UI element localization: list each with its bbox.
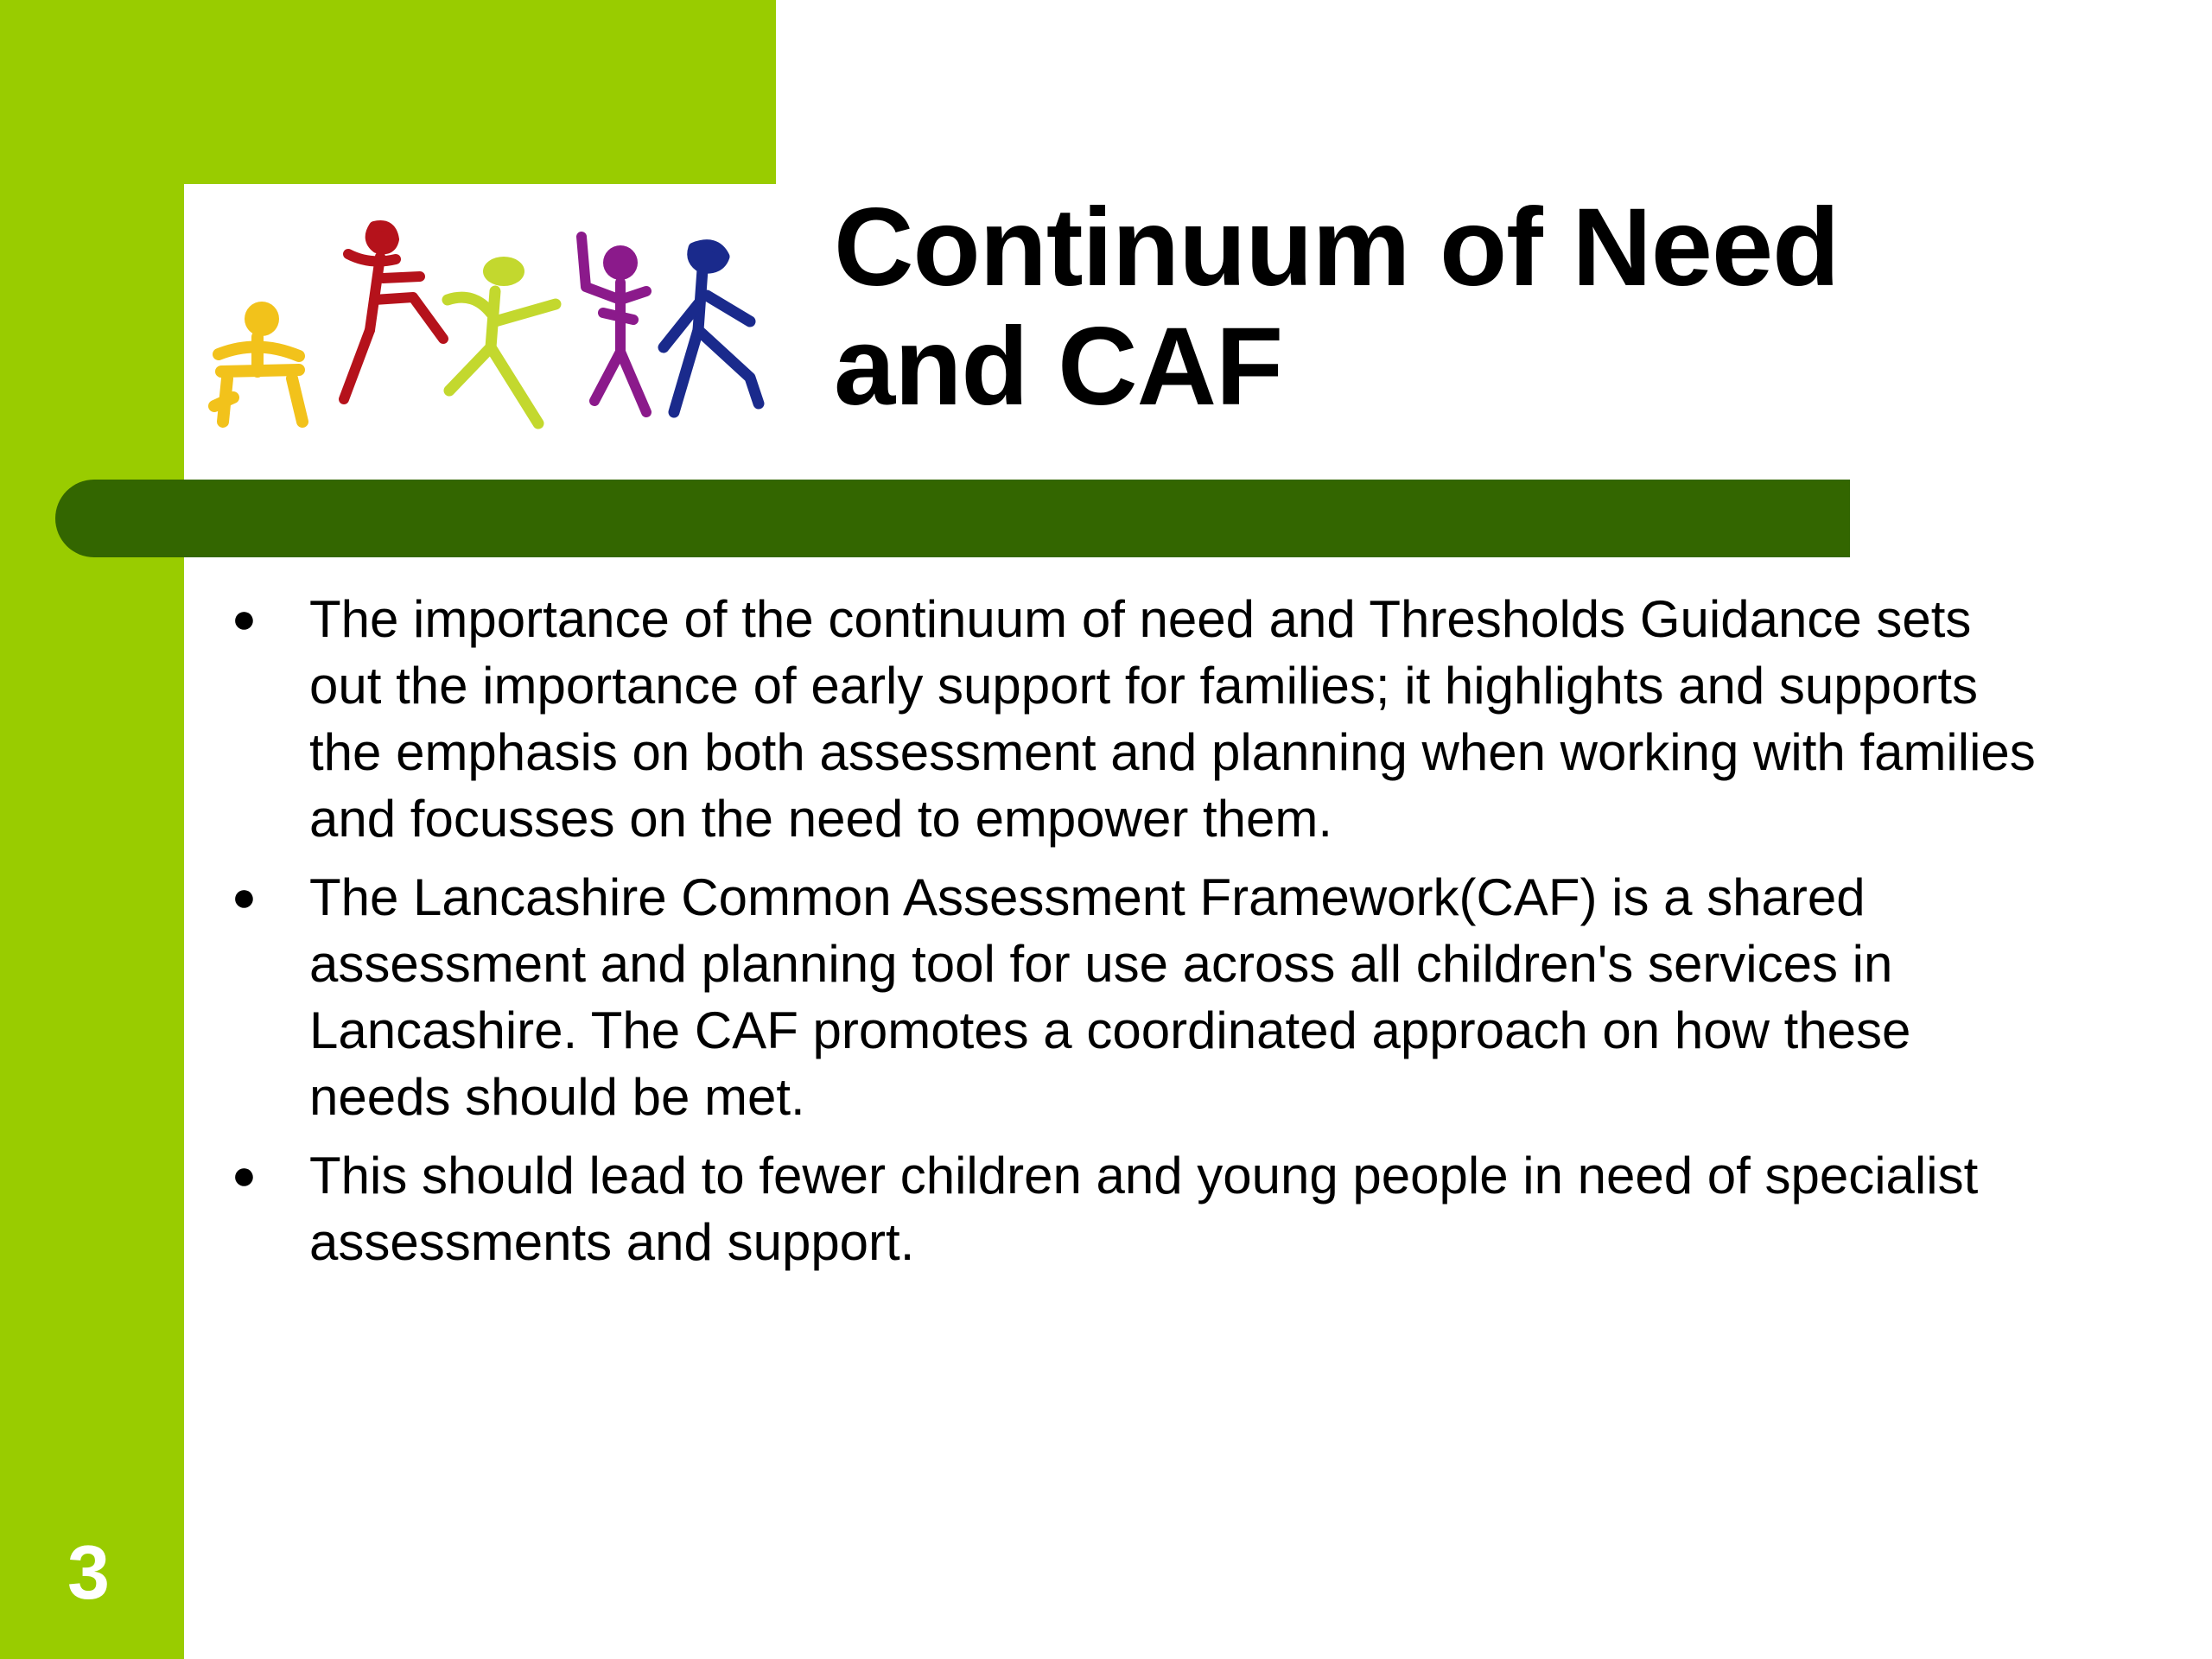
- bullet-icon: ●: [232, 596, 257, 642]
- slide-number: 3: [67, 1529, 110, 1615]
- title-divider-bar: [55, 480, 1850, 557]
- title-line-1: Continuum of Need: [834, 186, 1840, 309]
- bullet-item: [223, 864, 2055, 1130]
- top-accent-band: [0, 0, 776, 184]
- bullet-item: [223, 1142, 2055, 1275]
- bullet-icon: ●: [232, 1153, 257, 1198]
- bullet-icon: ●: [232, 874, 257, 920]
- bullet-text: This should lead to fewer children and young people in need of specialist assessments and support.: [309, 1147, 1979, 1271]
- top-right-background: [776, 0, 2212, 184]
- dancing-figures-icon: [197, 218, 785, 434]
- bullet-list: [223, 586, 2055, 1287]
- bullet-text: The Lancashire Common Assessment Framework(CAF) is a shared assessment and planning tool for use across all children's services in Lancashire. The CAF promotes a coordinated approach on how these needs should be met.: [309, 868, 1911, 1126]
- title-line-2: and CAF: [834, 305, 1283, 429]
- bullet-item: [223, 586, 2055, 852]
- slide-title: [834, 188, 1957, 427]
- bullet-text: The importance of the continuum of need and Thresholds Guidance sets out the importance of early support for families; it highlights and supports the emphasis on both assessment and planning when working with families and focusses on the need to empower them.: [309, 590, 2036, 848]
- left-accent-band: [0, 0, 184, 1659]
